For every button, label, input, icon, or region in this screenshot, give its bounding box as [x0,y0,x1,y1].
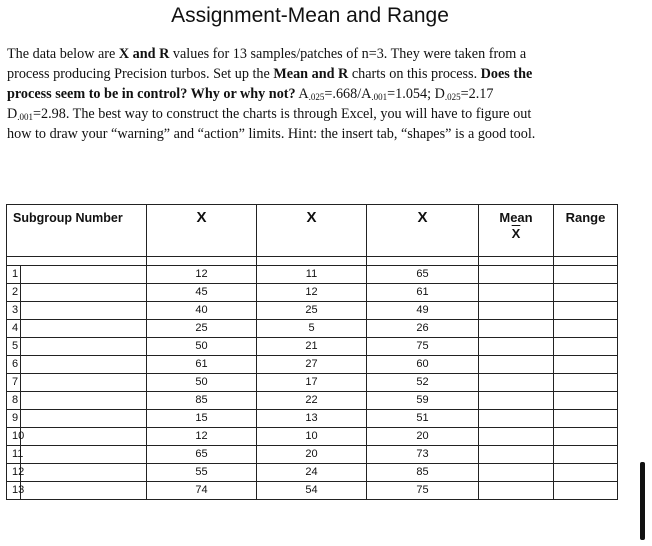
table-row [7,464,618,482]
range-cell[interactable] [554,482,618,500]
subgroup-number: 8 [12,394,19,406]
instructions-paragraph [7,44,607,144]
x1-cell: 12 [147,428,257,446]
text: =1.054; D [387,86,445,102]
x3-cell: 61 [367,284,479,302]
x1-cell: 85 [147,392,257,410]
table-row [7,374,618,392]
table-row [7,338,618,356]
subgroup-number: 6 [12,358,19,370]
range-cell[interactable] [554,410,618,428]
x1-cell: 40 [147,302,257,320]
x2-cell: 13 [257,410,367,428]
subgroup-number: 9 [12,412,19,424]
subgroup-number: 4 [12,322,19,334]
header-mean [479,205,554,257]
text: =.668/A [324,86,372,102]
subgroup-number-cell [7,464,147,482]
subgroup-number-cell [7,392,147,410]
text: D [7,106,18,122]
subscript: .001 [371,92,388,102]
x3-cell: 59 [367,392,479,410]
scrollbar[interactable] [640,462,645,540]
table-row [7,266,618,284]
mean-cell[interactable] [479,302,554,320]
spacer-cell [479,257,554,266]
header-range: Range [554,205,618,257]
data-table [6,204,618,500]
text: The data below are [7,46,119,62]
mean-cell[interactable] [479,464,554,482]
subscript: .001 [17,112,33,122]
subgroup-number-cell [7,374,147,392]
header-subgroup-number: Subgroup Number [7,205,147,257]
x1-cell: 15 [147,410,257,428]
range-cell[interactable] [554,356,618,374]
subgroup-number: 7 [12,376,19,388]
table-row [7,428,618,446]
x3-cell: 20 [367,428,479,446]
x1-cell: 12 [147,266,257,284]
x2-cell: 5 [257,320,367,338]
x1-cell: 25 [147,320,257,338]
header-mean-xbar: $\overline{X}$ [511,226,521,241]
instructions-line-4 [7,104,607,124]
range-cell[interactable] [554,374,618,392]
x3-cell: 65 [367,266,479,284]
mean-cell[interactable] [479,446,554,464]
text: charts on this process. [348,66,481,82]
x1-cell: 50 [147,338,257,356]
subgroup-number-cell [7,356,147,374]
x3-cell: 75 [367,338,479,356]
table-row [7,392,618,410]
subgroup-number-cell [7,302,147,320]
mean-cell[interactable] [479,392,554,410]
x3-cell: 73 [367,446,479,464]
subgroup-number: 3 [12,304,19,316]
text: A [295,86,309,102]
subgroup-number-cell [7,338,147,356]
x1-cell: 74 [147,482,257,500]
instructions-line-5 [7,124,607,144]
subscript: .025 [308,92,325,102]
subgroup-number: 1 [12,268,19,280]
range-cell[interactable] [554,464,618,482]
x1-cell: 61 [147,356,257,374]
text-bold: process seem to be in control? Why or why not? [7,86,296,102]
spacer-cell [7,257,147,266]
header-mean-label: Mean [499,210,533,225]
text: how to draw your “warning” and “action” limits. Hint: the insert tab, “shapes” is a good tool. [7,126,536,142]
x1-cell: 50 [147,374,257,392]
x2-cell: 12 [257,284,367,302]
subgroup-number: 10 [12,430,25,442]
table-row [7,302,618,320]
text: =2.98. The best way to construct the charts is through Excel, you will have to figure out [33,106,532,122]
spacer-cell [554,257,618,266]
table-row [7,410,618,428]
mean-cell[interactable] [479,482,554,500]
table-row [7,284,618,302]
header-x1: X [147,205,257,257]
subgroup-number: 12 [12,466,25,478]
range-cell[interactable] [554,446,618,464]
table-body [7,257,618,500]
x2-cell: 24 [257,464,367,482]
x2-cell: 17 [257,374,367,392]
text-bold: X and R [118,46,170,62]
x3-cell: 52 [367,374,479,392]
spacer-cell [257,257,367,266]
table-row-spacer [7,257,618,266]
subgroup-number-cell [7,428,147,446]
range-cell[interactable] [554,428,618,446]
table-row [7,356,618,374]
text-bold: Does the [480,66,533,82]
x2-cell: 21 [257,338,367,356]
header-x2: X [257,205,367,257]
spacer-cell [147,257,257,266]
mean-cell[interactable] [479,338,554,356]
subgroup-number: 13 [12,484,25,496]
x2-cell: 25 [257,302,367,320]
x2-cell: 20 [257,446,367,464]
subgroup-number-cell [7,284,147,302]
mean-cell[interactable] [479,284,554,302]
spacer-cell [367,257,479,266]
mean-cell[interactable] [479,320,554,338]
x1-cell: 55 [147,464,257,482]
subgroup-number-cell [7,410,147,428]
subgroup-number-cell [7,266,147,284]
mean-cell[interactable] [479,410,554,428]
subgroup-number: 5 [12,340,19,352]
mean-cell[interactable] [479,356,554,374]
mean-cell[interactable] [479,266,554,284]
x3-cell: 60 [367,356,479,374]
subgroup-number-cell [7,320,147,338]
x3-cell: 49 [367,302,479,320]
subgroup-number: 2 [12,286,19,298]
range-cell[interactable] [554,338,618,356]
page-title: Assignment-Mean and Range [171,4,449,27]
text: process producing Precision turbos. Set up the [7,66,274,82]
table-row [7,446,618,464]
subgroup-number-cell [7,482,147,500]
x2-cell: 11 [257,266,367,284]
text: values for 13 samples/patches of n=3. They were taken from a [169,46,527,62]
mean-cell[interactable] [479,374,554,392]
header-x3: X [367,205,479,257]
table-row [7,320,618,338]
x3-cell: 51 [367,410,479,428]
instructions-line-1 [7,44,607,64]
subscript: .025 [444,92,461,102]
instructions-line-2 [7,64,607,84]
x3-cell: 26 [367,320,479,338]
text: =2.17 [460,86,494,102]
range-cell[interactable] [554,392,618,410]
x2-cell: 27 [257,356,367,374]
text-bold: Mean and R [273,66,349,82]
range-cell[interactable] [554,302,618,320]
x2-cell: 10 [257,428,367,446]
range-cell[interactable] [554,266,618,284]
x1-cell: 65 [147,446,257,464]
instructions-line-3 [7,84,607,104]
table-row [7,482,618,500]
x2-cell: 22 [257,392,367,410]
mean-cell[interactable] [479,428,554,446]
subgroup-number-cell [7,446,147,464]
range-cell[interactable] [554,284,618,302]
x1-cell: 45 [147,284,257,302]
table-header-row [7,205,618,257]
x3-cell: 75 [367,482,479,500]
subgroup-number: 11 [12,448,24,460]
range-cell[interactable] [554,320,618,338]
x2-cell: 54 [257,482,367,500]
x3-cell: 85 [367,464,479,482]
